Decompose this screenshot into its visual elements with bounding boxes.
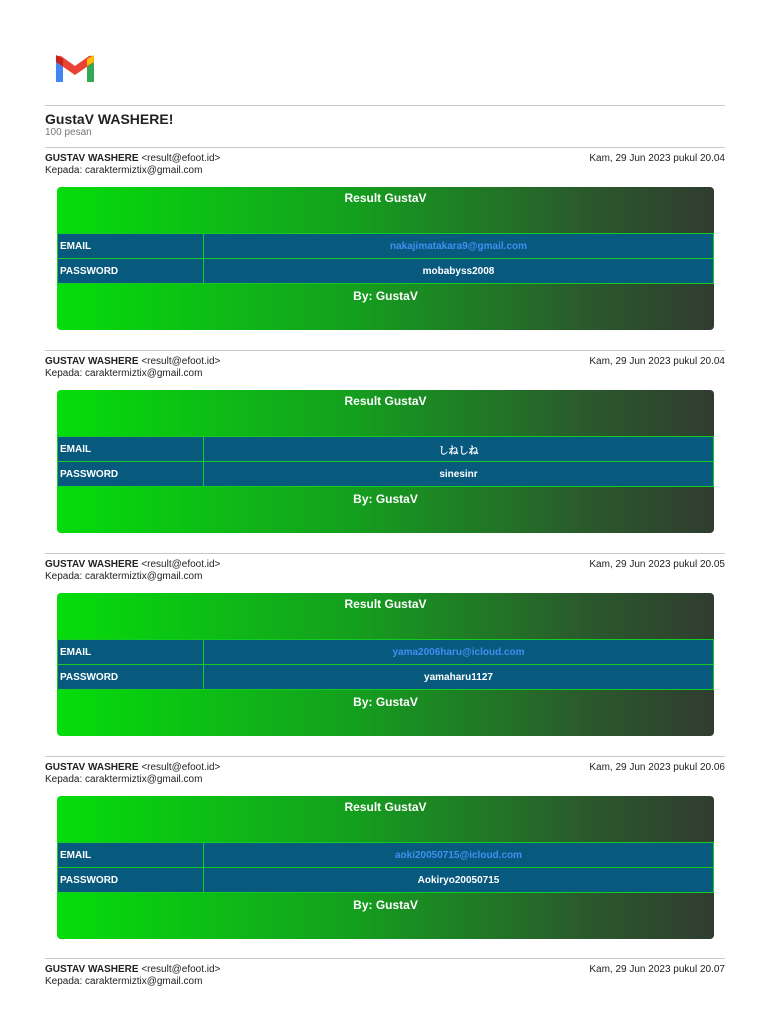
result-card <box>57 187 714 330</box>
recipient: Kepada: caraktermiztix@gmail.com <box>45 571 203 582</box>
password-value: yamaharu1127 <box>204 665 714 690</box>
message-header <box>45 762 725 796</box>
password-label: PASSWORD <box>58 665 204 690</box>
email-label: EMAIL <box>58 640 204 665</box>
table-row <box>58 868 714 893</box>
table-row <box>58 462 714 487</box>
message-divider <box>45 958 725 959</box>
sender-name: GUSTAV WASHERE <box>45 356 139 367</box>
message-date: Kam, 29 Jun 2023 pukul 20.04 <box>589 356 725 367</box>
email-value-link[interactable]: nakajimatakara9@gmail.com <box>204 234 714 259</box>
card-title: Result GustaV <box>344 394 427 408</box>
sender <box>45 153 220 165</box>
recipient: Kepada: caraktermiztix@gmail.com <box>45 774 203 785</box>
credentials-table <box>57 436 714 487</box>
result-card <box>57 390 714 533</box>
credentials-table <box>57 639 714 690</box>
card-title: Result GustaV <box>344 800 427 814</box>
header-divider <box>45 105 725 106</box>
message-date: Kam, 29 Jun 2023 pukul 20.06 <box>589 762 725 773</box>
card-footer: By: GustaV <box>353 492 418 506</box>
card-footer: By: GustaV <box>353 289 418 303</box>
email-value: しねしね <box>204 437 714 462</box>
message-divider <box>45 147 725 148</box>
email-value-link[interactable]: yama2006haru@icloud.com <box>204 640 714 665</box>
password-value: mobabyss2008 <box>204 259 714 284</box>
password-label: PASSWORD <box>58 462 204 487</box>
message-item[interactable] <box>45 356 725 533</box>
message-item[interactable] <box>45 559 725 736</box>
message-header <box>45 559 725 593</box>
message-divider <box>45 756 725 757</box>
sender-email: <result@efoot.id> <box>141 153 221 164</box>
thread-title: GustaV WASHERE! <box>45 111 174 127</box>
message-divider <box>45 350 725 351</box>
message-item[interactable] <box>45 153 725 330</box>
sender-email: <result@efoot.id> <box>141 964 221 975</box>
result-card <box>57 796 714 939</box>
password-value: sinesinr <box>204 462 714 487</box>
recipient: Kepada: caraktermiztix@gmail.com <box>45 165 203 176</box>
email-label: EMAIL <box>58 843 204 868</box>
result-card <box>57 593 714 736</box>
card-title: Result GustaV <box>344 597 427 611</box>
sender-name: GUSTAV WASHERE <box>45 964 139 975</box>
credentials-table <box>57 842 714 893</box>
table-row <box>58 437 714 462</box>
sender <box>45 964 220 976</box>
table-row <box>58 259 714 284</box>
password-label: PASSWORD <box>58 259 204 284</box>
sender-name: GUSTAV WASHERE <box>45 559 139 570</box>
email-value-link[interactable]: aoki20050715@icloud.com <box>204 843 714 868</box>
recipient: Kepada: caraktermiztix@gmail.com <box>45 976 203 987</box>
message-header <box>45 153 725 187</box>
table-row <box>58 234 714 259</box>
email-label: EMAIL <box>58 234 204 259</box>
message-divider <box>45 553 725 554</box>
sender-name: GUSTAV WASHERE <box>45 762 139 773</box>
sender <box>45 762 220 774</box>
card-footer: By: GustaV <box>353 898 418 912</box>
sender-name: GUSTAV WASHERE <box>45 153 139 164</box>
message-count: 100 pesan <box>45 127 92 138</box>
credentials-table <box>57 233 714 284</box>
password-label: PASSWORD <box>58 868 204 893</box>
card-footer: By: GustaV <box>353 695 418 709</box>
sender <box>45 559 220 571</box>
message-date: Kam, 29 Jun 2023 pukul 20.07 <box>589 964 725 975</box>
message-item[interactable] <box>45 964 725 998</box>
gmail-logo-icon <box>54 54 96 84</box>
recipient: Kepada: caraktermiztix@gmail.com <box>45 368 203 379</box>
card-title: Result GustaV <box>344 191 427 205</box>
message-header <box>45 964 725 998</box>
table-row <box>58 640 714 665</box>
email-label: EMAIL <box>58 437 204 462</box>
sender <box>45 356 220 368</box>
sender-email: <result@efoot.id> <box>141 356 221 367</box>
message-date: Kam, 29 Jun 2023 pukul 20.04 <box>589 153 725 164</box>
message-header <box>45 356 725 390</box>
sender-email: <result@efoot.id> <box>141 559 221 570</box>
table-row <box>58 665 714 690</box>
password-value: Aokiryo20050715 <box>204 868 714 893</box>
message-date: Kam, 29 Jun 2023 pukul 20.05 <box>589 559 725 570</box>
message-item[interactable] <box>45 762 725 939</box>
sender-email: <result@efoot.id> <box>141 762 221 773</box>
table-row <box>58 843 714 868</box>
